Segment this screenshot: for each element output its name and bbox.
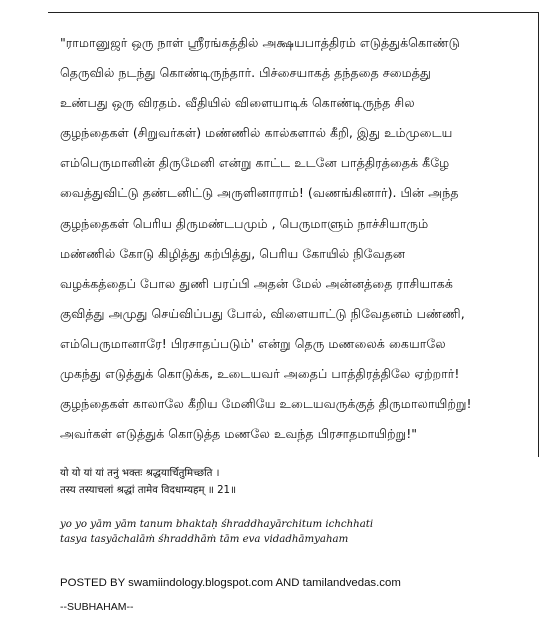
tamil-line: குழந்தைகள் பெரிய திருமண்டபமும் , பெருமாளும் நாச்சியாரும்	[60, 215, 429, 231]
sanskrit-verse	[60, 465, 500, 499]
box-border-top	[48, 12, 539, 13]
transliteration	[60, 517, 500, 547]
tamil-line: வழக்கத்தைப் போல துணி பரப்பி அதன் மேல் அன்னத்தை ராசியாகக்	[60, 275, 453, 291]
tamil-line: முகந்து எடுத்துக் கொடுக்க, உடையவர் அதைப் பாத்திரத்திலே ஏற்றார்!	[60, 366, 460, 382]
sanskrit-line: तस्य तस्याचलां श्रद्धां तामेव विदधाम्यहम् ॥ 21॥	[60, 485, 237, 496]
tamil-line: மண்ணில் கோடு கிழித்து கற்பித்து, பெரிய கோயில் நிவேதன	[60, 245, 406, 261]
tamil-line: குவித்து அமுது செய்விப்பது போல், விளையாட்டு நிவேதனம் பண்ணி,	[60, 305, 465, 321]
tamil-paragraph	[60, 28, 538, 449]
tamil-line: எம்பெருமானாரே! பிரசாதப்படும்' என்று தெரு மணலைக் கையாலே	[60, 335, 446, 351]
tamil-line: வைத்துவிட்டு தண்டனிட்டு அருளினாராம்! (வணங்கினார்). பின் அந்த	[60, 185, 459, 201]
box-border-right	[538, 12, 539, 457]
sanskrit-line: यो यो यां यां तनुं भक्तः श्रद्धयार्चितुमिच्छति ।	[60, 468, 220, 479]
translit-line: yo yo yām yām tanum bhaktaḥ śhraddhayārchitum ichchhati	[60, 519, 374, 530]
tamil-line: எம்பெருமானின் திருமேனி என்று காட்ட உடனே பாத்திரத்தைக் கீழே	[60, 155, 450, 171]
tamil-line: தெருவில் நடந்து கொண்டிருந்தார். பிச்சையாகத் தந்ததை சமைத்து	[60, 65, 431, 81]
tamil-line: உண்பது ஒரு விரதம். வீதியில் விளையாடிக் கொண்டிருந்த சில	[60, 95, 415, 111]
tamil-line: குழந்தைகள் (சிறுவர்கள்) மண்ணில் கால்களால் கீறி, இது உம்முடைய	[60, 125, 453, 141]
tamil-line: குழந்தைகள் காலாலே கீறிய மேனியே உடையவருக்குத் திருமாலாயிற்று!	[60, 396, 472, 412]
posted-by-line: POSTED BY swamiindology.blogspot.com AND tamilandvedas.com	[60, 577, 401, 589]
subham-line: --SUBHAHAM--	[60, 601, 134, 613]
tamil-line: "ராமானுஜர் ஒரு நாள் ஸ்ரீரங்கத்தில் அக்ஷயபாத்திரம் எடுத்துக்கொண்டு	[60, 35, 460, 50]
tamil-line: அவர்கள் எடுத்துக் கொடுத்த மணலே உவந்த பிரசாதமாயிற்று!"	[60, 426, 418, 442]
translit-line: tasya tasyāchalāṁ śhraddhāṁ tām eva vidadhāmyaham	[60, 534, 349, 545]
